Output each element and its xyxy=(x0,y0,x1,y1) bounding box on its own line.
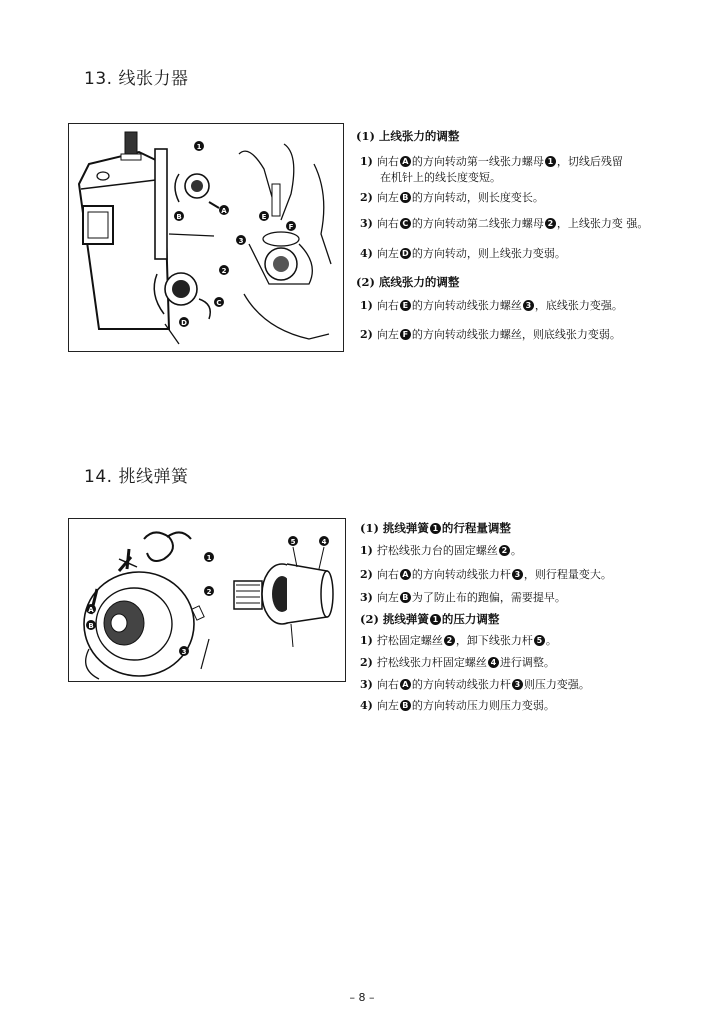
pressure-step-4: 4) 向左 B 的方向转动压力则压力变弱。 xyxy=(360,699,555,712)
fig2-label-1: 1 xyxy=(206,554,212,562)
pressure-step-1: 1) 拧松固定螺丝 2 ，卸下线张力杆 5 。 xyxy=(360,634,557,647)
bobbin-step-2: 2) 向左 F 的方向转动线张力螺丝，则底线张力变弱。 xyxy=(360,328,621,341)
badge-icon: 1 xyxy=(545,156,556,167)
badge-icon: 1 xyxy=(430,523,441,534)
stroke-step-2: 2) 向右 A 的方向转动线张力杆 3 ，则行程量变大。 xyxy=(360,568,612,581)
pressure-step-3: 3) 向右 A 的方向转动线张力杆 3 则压力变强。 xyxy=(360,678,590,691)
badge-icon: 1 xyxy=(430,614,441,625)
badge-icon: 4 xyxy=(488,657,499,668)
badge-icon: 2 xyxy=(545,218,556,229)
fig2-label-a: A xyxy=(88,606,94,614)
badge-icon: A xyxy=(400,156,411,167)
section-13-title: 13. 线张力器 xyxy=(84,69,189,89)
badge-icon: 2 xyxy=(444,635,455,646)
section-14-title: 14. 挑线弹簧 xyxy=(84,467,189,487)
fig2-label-4: 4 xyxy=(321,538,327,546)
fig1-label-1: 1 xyxy=(196,143,202,151)
upper-step-2: 2) 向左 B 的方向转动，则长度变长。 xyxy=(360,191,544,204)
badge-icon: A xyxy=(400,679,411,690)
badge-icon: 3 xyxy=(512,569,523,580)
upper-step-4: 4) 向左 D 的方向转动，则上线张力变弱。 xyxy=(360,247,566,260)
badge-icon: C xyxy=(400,218,411,229)
badge-icon: E xyxy=(400,300,411,311)
badge-icon: 3 xyxy=(523,300,534,311)
fig1-label-a: A xyxy=(221,207,227,215)
badge-icon: A xyxy=(400,569,411,580)
fig1-label-c: C xyxy=(216,299,222,307)
badge-icon: B xyxy=(400,592,411,603)
fig2-label-b: B xyxy=(88,622,94,630)
badge-icon: D xyxy=(400,248,411,259)
upper-step-3: 3) 向右 C 的方向转动第二线张力螺母 2 ，上线张力变 强。 xyxy=(360,217,649,230)
fig2-label-5: 5 xyxy=(290,538,296,546)
page-number: – 8 – xyxy=(349,991,375,1004)
takeup-spring-illustration xyxy=(69,519,345,681)
fig2-label-3: 3 xyxy=(181,648,187,656)
upper-step-1-cont: 在机针上的线长度变短。 xyxy=(380,171,501,184)
fig1-label-2: 2 xyxy=(221,267,227,275)
stroke-step-1: 1) 拧松线张力台的固定螺丝 2 。 xyxy=(360,544,522,557)
stroke-step-3: 3) 向左 B 为了防止布的跑偏，需要提早。 xyxy=(360,591,566,604)
stroke-adjust-heading: (1) 挑线弹簧 1 的行程量调整 xyxy=(360,521,511,535)
pressure-step-2: 2) 拧松线张力杆固定螺丝 4 进行调整。 xyxy=(360,656,555,669)
upper-tension-heading: (1) 上线张力的调整 xyxy=(356,129,460,143)
badge-icon: 5 xyxy=(534,635,545,646)
fig1-label-e: E xyxy=(261,213,267,221)
badge-icon: F xyxy=(400,329,411,340)
fig1-label-f: F xyxy=(288,223,294,231)
thread-tension-illustration xyxy=(69,124,343,351)
pressure-adjust-heading: (2) 挑线弹簧 1 的压力调整 xyxy=(360,612,500,626)
bobbin-tension-heading: (2) 底线张力的调整 xyxy=(356,275,460,289)
takeup-spring-panel xyxy=(68,518,346,682)
badge-icon: B xyxy=(400,700,411,711)
fig1-label-3: 3 xyxy=(238,237,244,245)
badge-icon: 3 xyxy=(512,679,523,690)
fig2-label-2: 2 xyxy=(206,588,212,596)
bobbin-step-1: 1) 向右 E 的方向转动线张力螺丝 3 ，底线张力变强。 xyxy=(360,299,623,312)
fig1-label-d: D xyxy=(181,319,187,327)
tension-panel xyxy=(68,123,344,352)
upper-step-1: 1) 向右 A 的方向转动第一线张力螺母 1 ，切线后残留 xyxy=(360,155,623,168)
badge-icon: B xyxy=(400,192,411,203)
badge-icon: 2 xyxy=(499,545,510,556)
fig1-label-b: B xyxy=(176,213,182,221)
